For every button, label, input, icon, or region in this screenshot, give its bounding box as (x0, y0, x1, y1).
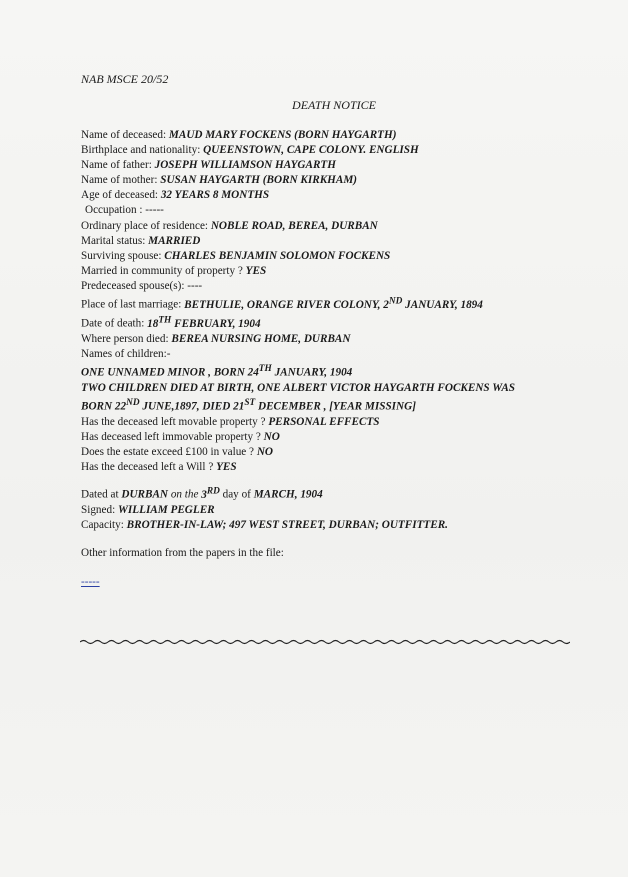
field-marital (81, 234, 601, 249)
field-label: Birthplace and nationality: (81, 144, 201, 157)
wavy-divider (80, 636, 570, 648)
field-label: Occupation : (85, 204, 143, 217)
field-value: ---- (187, 279, 203, 292)
child-entry-continued: BORN 22ND JUNE,1897, DIED 21ST DECEMBER , [YEAR MISSING] (81, 397, 416, 413)
field-age (81, 188, 601, 203)
dated-line: Dated at DURBAN on the 3RD day of MARCH, 1904 (81, 486, 323, 501)
field-value: YES (216, 460, 237, 473)
field-label: Signed: (81, 503, 116, 516)
field-label: Name of father: (81, 159, 152, 172)
field-predeceased (81, 279, 601, 294)
child-entry: TWO CHILDREN DIED AT BIRTH, ONE ALBERT VICTOR HAYGARTH FOCKENS WAS (81, 381, 516, 394)
field-will (81, 460, 601, 475)
field-residence (81, 219, 601, 234)
dated-place: DURBAN (121, 488, 169, 501)
field-deceased (81, 128, 601, 143)
field-value: NO (263, 430, 280, 443)
field-estate (81, 445, 601, 460)
field-label: Surviving spouse: (81, 249, 162, 262)
children-label: Names of children:- (81, 347, 171, 360)
field-value: NOBLE ROAD, BEREA, DURBAN (210, 219, 378, 232)
field-value: JOSEPH WILLIAMSON HAYGARTH (154, 159, 336, 172)
field-value: SUSAN HAYGARTH (BORN KIRKHAM) (160, 174, 357, 187)
dated-day: 3RD (201, 486, 220, 501)
field-value: 18TH FEBRUARY, 1904 (147, 314, 261, 330)
dated-month-year: MARCH, 1904 (253, 488, 323, 501)
field-birthplace (81, 143, 601, 158)
field-value: BEREA NURSING HOME, DURBAN (171, 332, 351, 345)
field-label: Where person died: (81, 332, 169, 345)
field-label: Name of deceased: (81, 129, 167, 141)
field-label: Age of deceased: (81, 189, 159, 202)
field-label: Has the deceased left a Will ? (81, 460, 214, 473)
field-last-marriage (81, 294, 601, 313)
field-movable (81, 415, 601, 430)
field-value: MAUD MARY FOCKENS (BORN HAYGARTH) (168, 129, 397, 141)
field-label: Marital status: (81, 234, 146, 247)
field-signed (81, 503, 601, 518)
field-mother (81, 173, 601, 188)
page-title: DEATH NOTICE (292, 98, 376, 112)
field-value: 32 YEARS 8 MONTHS (160, 189, 270, 202)
field-community (81, 264, 601, 279)
field-capacity (81, 518, 601, 533)
field-spouse (81, 249, 601, 264)
field-value: NO (256, 445, 273, 458)
field-occupation (81, 203, 601, 218)
field-label: Has deceased left immovable property ? (81, 430, 261, 443)
field-immovable (81, 430, 601, 445)
field-label: Predeceased spouse(s): (81, 279, 185, 292)
field-value: WILLIAM PEGLER (117, 503, 215, 516)
field-label: Name of mother: (81, 174, 158, 187)
field-label: Date of death: (81, 317, 145, 330)
field-value: BETHULIE, ORANGE RIVER COLONY, 2ND JANUARY, 1894 (184, 296, 483, 311)
field-label: Does the estate exceed £100 in value ? (81, 445, 255, 458)
other-info-label: Other information from the papers in the file: (81, 547, 284, 560)
field-death-date (81, 313, 601, 332)
field-father (81, 158, 601, 173)
field-value: YES (245, 264, 267, 277)
other-info-value: ----- (81, 576, 100, 589)
field-value: BROTHER-IN-LAW; 497 WEST STREET, DURBAN; OUTFITTER. (126, 518, 448, 531)
field-value: QUEENSTOWN, CAPE COLONY. ENGLISH (203, 144, 419, 157)
notice-body (81, 128, 601, 590)
field-label: Capacity: (81, 518, 124, 531)
field-value: ----- (145, 204, 164, 217)
child-entry: ONE UNNAMED MINOR , BORN 24TH JANUARY, 1904 (81, 363, 353, 379)
field-value: MARRIED (148, 234, 201, 247)
archive-reference: NAB MSCE 20/52 (81, 72, 169, 86)
field-label: Has the deceased left movable property ? (81, 415, 266, 428)
field-death-place (81, 332, 601, 347)
field-value: CHARLES BENJAMIN SOLOMON FOCKENS (164, 249, 391, 262)
field-label: Ordinary place of residence: (81, 219, 209, 232)
field-value: PERSONAL EFFECTS (268, 415, 380, 428)
field-label: Place of last marriage: (81, 298, 182, 311)
field-label: Married in community of property ? (81, 264, 243, 277)
